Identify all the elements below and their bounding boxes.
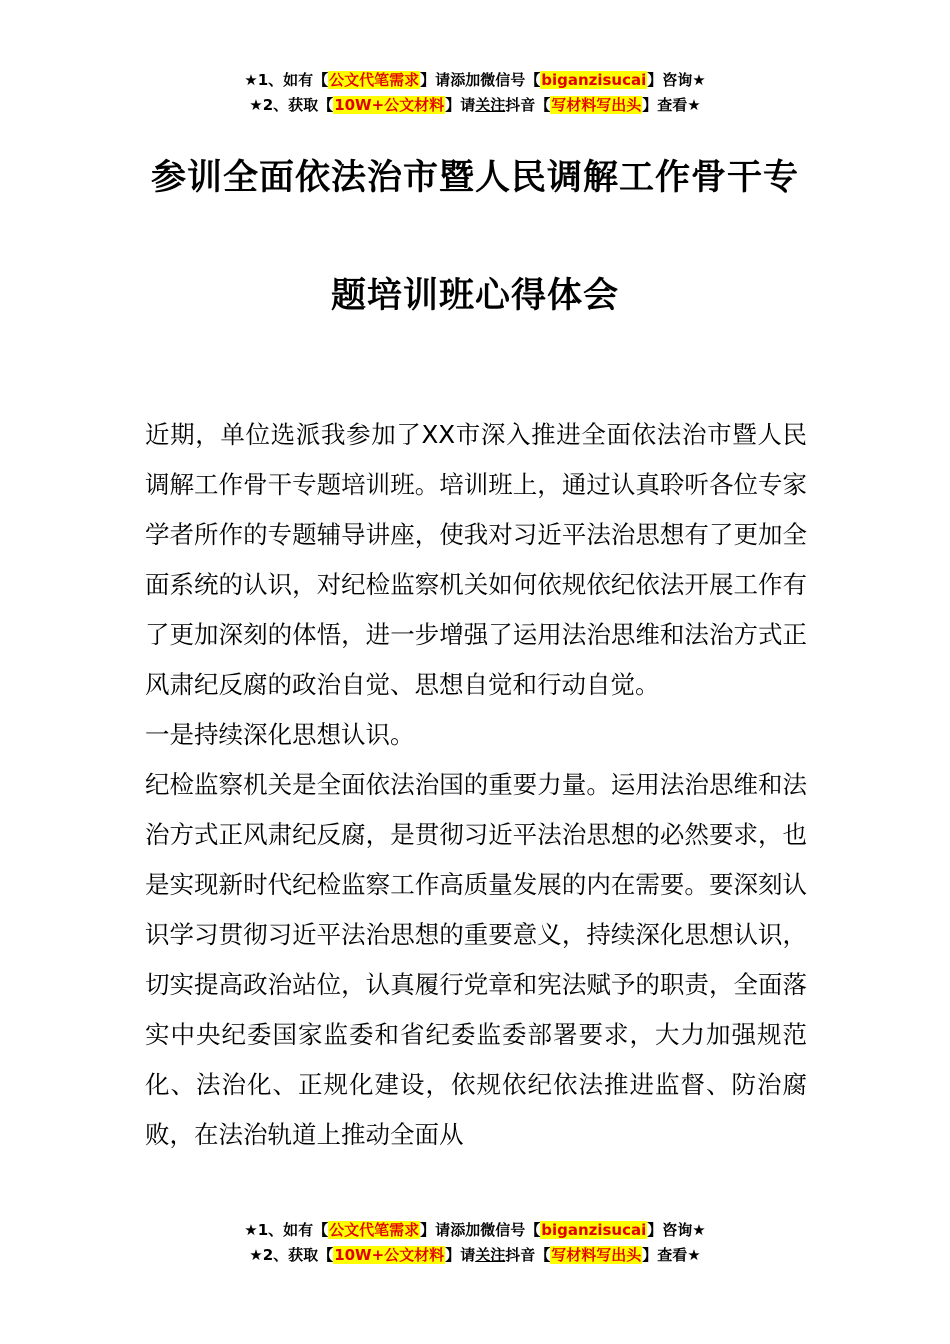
promo-text: 】请 xyxy=(420,1221,451,1239)
document-body xyxy=(145,410,807,1160)
promo-line-1 xyxy=(0,1218,950,1243)
promo-text: 】查看★ xyxy=(642,96,701,114)
promo-highlight: 公文代笔需求 xyxy=(329,71,420,89)
promo-line-2 xyxy=(0,93,950,118)
promo-text: ★1、如有【 xyxy=(244,1221,329,1239)
document-title-line-1: 参训全面依法治市暨人民调解工作骨干专 xyxy=(150,158,799,198)
document-title-line-2: 题培训班心得体会 xyxy=(330,276,619,316)
promo-text: 】查看★ xyxy=(642,1246,701,1264)
promo-emphasis: 关注 xyxy=(475,1246,506,1264)
promo-text: 】请 xyxy=(445,1246,476,1264)
promo-text: ★2、获取【 xyxy=(249,1246,334,1264)
promo-text: 】咨询★ xyxy=(647,1221,706,1239)
promo-highlight: biganzisucai xyxy=(541,1221,647,1239)
promo-highlight: 10W+公文材料 xyxy=(334,1246,445,1264)
promo-highlight: biganzisucai xyxy=(541,71,647,89)
promo-text: ★2、获取【 xyxy=(249,96,334,114)
promo-line-2 xyxy=(0,1243,950,1268)
promo-emphasis: 关注 xyxy=(475,96,506,114)
promo-text: 抖音【 xyxy=(505,1246,551,1264)
promo-text: ★1、如有【 xyxy=(244,71,329,89)
promo-highlight: 10W+公文材料 xyxy=(334,96,445,114)
promo-line-1 xyxy=(0,68,950,93)
promo-banner-bottom xyxy=(0,1218,950,1268)
promo-text: 】请 xyxy=(420,71,451,89)
promo-text: 】咨询★ xyxy=(647,71,706,89)
promo-text: 微信号【 xyxy=(480,71,541,89)
body-paragraph: 纪检监察机关是全面依法治国的重要力量。运用法治思维和法治方式正风肃纪反腐，是贯彻习近平法治思想的必然要求，也是实现新时代纪检监察工作高质量发展的内在需要。要深刻认识学习贯彻习近平法治思想的重要意义，持续深化思想认识，切实提高政治站位，认真履行党章和宪法赋予的职责，全面落实中央纪委国家监委和省纪委监委部署要求，大力加强规范化、法治化、正规化建设，依规依纪依法推进监督、防治腐败，在法治轨道上推动全面从 xyxy=(145,770,807,1149)
promo-text: 】请 xyxy=(445,96,476,114)
promo-highlight: 写材料写出头 xyxy=(551,96,642,114)
promo-highlight: 公文代笔需求 xyxy=(329,1221,420,1239)
promo-text: 抖音【 xyxy=(505,96,551,114)
section-heading: 一是持续深化思想认识。 xyxy=(145,720,415,749)
promo-text: 微信号【 xyxy=(480,1221,541,1239)
promo-emphasis: 添加 xyxy=(450,71,481,89)
promo-emphasis: 添加 xyxy=(450,1221,481,1239)
promo-banner-top xyxy=(0,68,950,118)
body-paragraph: 近期，单位选派我参加了XX市深入推进全面依法治市暨人民调解工作骨干专题培训班。培训班上，通过认真聆听各位专家学者所作的专题辅导讲座，使我对习近平法治思想有了更加全面系统的认识，对纪检监察机关如何依规依纪依法开展工作有了更加深刻的体悟，进一步增强了运用法治思维和法治方式正风肃纪反腐的政治自觉、思想自觉和行动自觉。 xyxy=(145,420,807,699)
promo-highlight: 写材料写出头 xyxy=(551,1246,642,1264)
